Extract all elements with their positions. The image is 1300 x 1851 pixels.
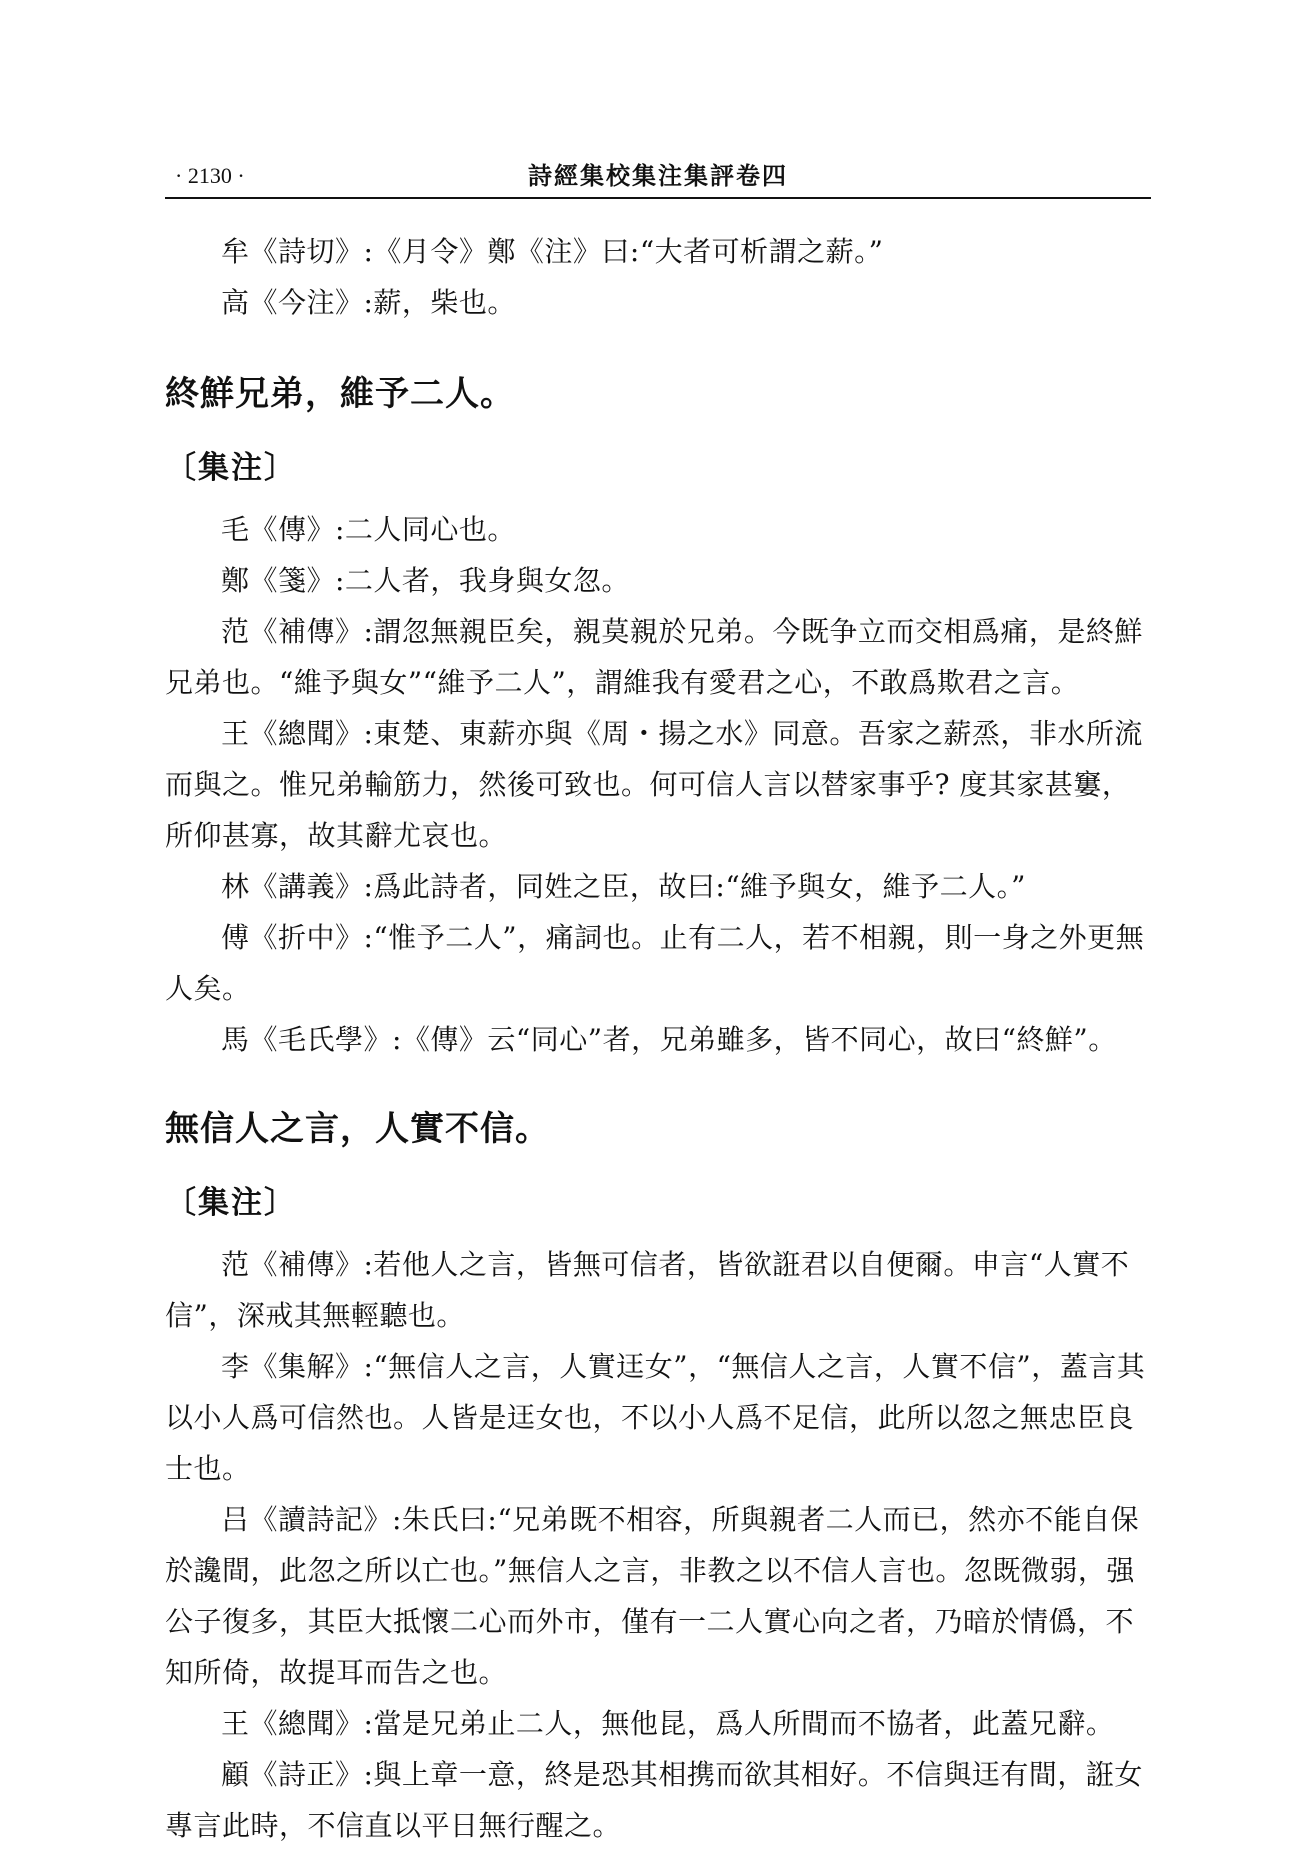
commentary-paragraph: 林《講義》:爲此詩者，同姓之臣，故曰:“維予與女，維予二人。” [221, 870, 1026, 903]
page-header [165, 160, 1151, 200]
commentary-paragraph: 顧《詩正》:與上章一意，終是恐其相携而欲其相好。不信與迋有間，誑女專言此時，不信直以平日無行醒之。 [165, 1758, 1143, 1842]
verse-heading: 終鮮兄弟，維予二人。 [165, 374, 515, 414]
verse-heading: 無信人之言，人實不信。 [165, 1109, 550, 1149]
commentary-paragraph: 毛《傳》:二人同心也。 [221, 513, 516, 546]
commentary-paragraph: 鄭《箋》:二人者，我身與女忽。 [221, 564, 630, 597]
commentary-paragraph: 傅《折中》:“惟予二人”，痛詞也。止有二人，若不相親，則一身之外更無人矣。 [165, 921, 1145, 1005]
commentary-paragraph: 馬《毛氏學》:《傳》云“同心”者，兄弟雖多，皆不同心，故曰“終鮮”。 [221, 1023, 1117, 1056]
commentary-paragraph: 高《今注》:薪，柴也。 [221, 286, 516, 319]
commentary-paragraph: 李《集解》:“無信人之言，人實迋女”，“無信人之言，人實不信”，蓋言其以小人爲可信然也。人皆是迋女也，不以小人爲不足信，此所以忽之無忠臣良士也。 [165, 1350, 1146, 1485]
commentary-paragraph: 范《補傳》:若他人之言，皆無可信者，皆欲誑君以自便爾。申言“人實不信”，深戒其無輕聽也。 [165, 1248, 1130, 1332]
main-content [165, 226, 1151, 1851]
section-label: 〔集注〕 [165, 1185, 297, 1221]
commentary-paragraph: 牟《詩切》:《月令》鄭《注》曰:“大者可析謂之薪。” [221, 235, 884, 268]
section-label: 〔集注〕 [165, 450, 297, 486]
commentary-paragraph: 吕《讀詩記》:朱氏曰:“兄弟既不相容，所與親者二人而已，然亦不能自保於讒間，此忽之所以亡也。”無信人之言，非教之以不信人言也。忽既微弱，强公子復多，其臣大抵懷二心而外市，僅有一二人實心向之者，乃暗於情僞，不知所倚，故提耳而告之也。 [165, 1503, 1140, 1689]
commentary-paragraph: 王《總聞》:東楚、東薪亦與《周・揚之水》同意。吾家之薪烝，非水所流而與之。惟兄弟輸筋力，然後可致也。何可信人言以替家事乎? 度其家甚窶，所仰甚寡，故其辭尤哀也。 [165, 717, 1143, 852]
running-title: 詩經集校集注集評卷四 [528, 161, 788, 190]
page-number: · 2130 · [175, 163, 245, 188]
commentary-paragraph: 王《總聞》:當是兄弟止二人，無他昆，爲人所間而不協者，此蓋兄辭。 [221, 1707, 1115, 1740]
commentary-paragraph: 范《補傳》:謂忽無親臣矣，親莫親於兄弟。今既争立而交相爲痛，是終鮮兄弟也。“維予與女”“維予二人”，謂維我有愛君之心，不敢爲欺君之言。 [165, 615, 1143, 699]
header-rule [165, 197, 1151, 199]
